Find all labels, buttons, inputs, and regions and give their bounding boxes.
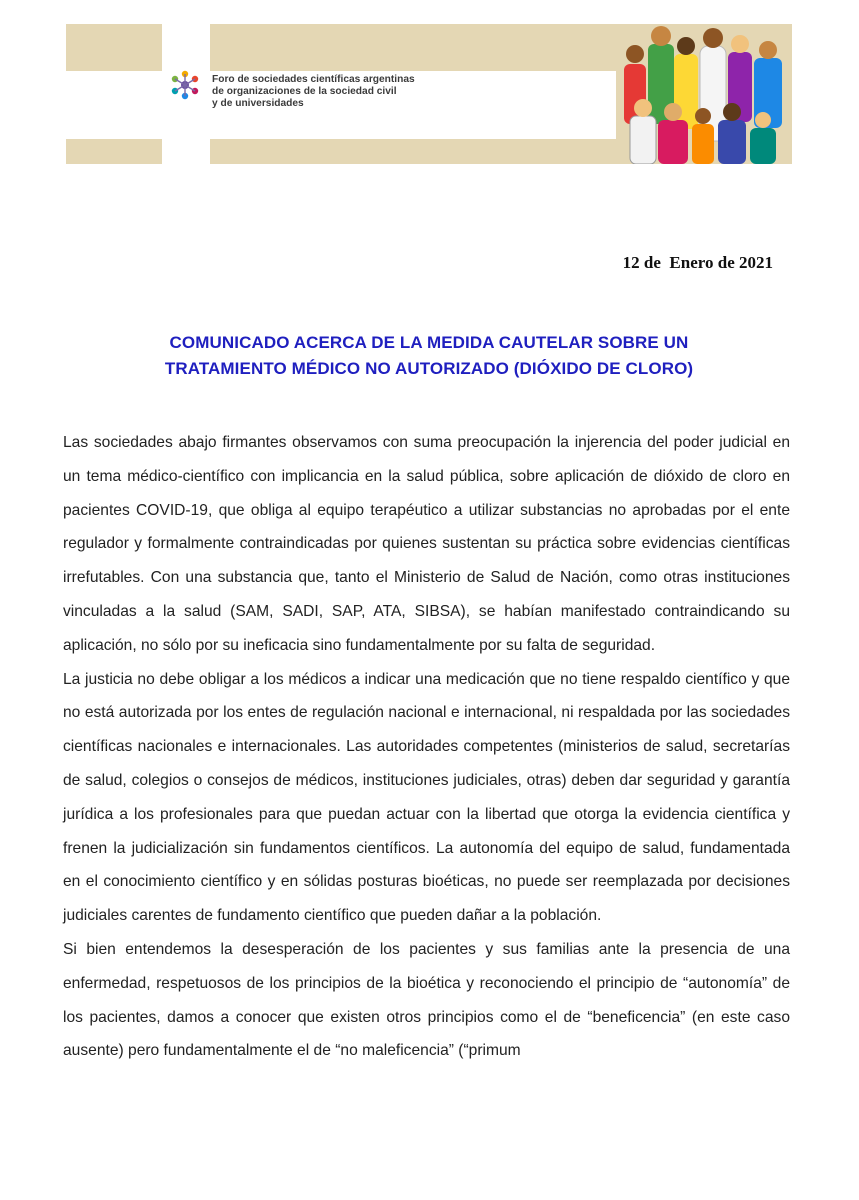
title-line-1: COMUNICADO ACERCA DE LA MEDIDA CAUTELAR SOBRE UN [169, 333, 689, 352]
paragraph-3: Si bien entendemos la desesperación de los pacientes y sus familias ante la presencia de una enfermedad, respetuosos de los principios de la bioética y reconociendo el principio de “autonomía” de los pacientes, damos a conocer que existen otros principios como el de “beneficencia” (en este caso ausente) pero fundamentalmente el de “no maleficencia” (“primum [63, 940, 790, 1060]
document-date: 12 de Enero de 2021 [622, 253, 773, 272]
org-line-1: Foro de sociedades científicas argentinas [212, 74, 415, 85]
org-line-2: de organizaciones de la sociedad civil [212, 86, 397, 97]
title-line-2: TRATAMIENTO MÉDICO NO AUTORIZADO (DIÓXIDO DE CLORO) [164, 359, 694, 378]
people-network-logo-icon [170, 70, 200, 100]
diverse-people-illustration [616, 24, 792, 164]
paragraph-2: La justicia no debe obligar a los médicos a indicar una medicación que no tiene respaldo científico y que no está autorizada por los entes de regulación nacional e internacional, ni respaldada por las sociedades científicas nacionales e internacionales. Las autoridades competentes (ministerios de salud, secretarías de salud, colegios o consejos de médicos, instituciones judiciales, otras) deben dar seguridad y garantía jurídica a los profesionales para que puedan actuar con la libertad que otorga la evidencia científica y frenen la judicialización sin fundamentos científicos. La autonomía del equipo de salud, fundamentada en el conocimiento científico y en sólidas posturas bioéticas, no puede ser reemplazada por decisiones judiciales carentes de fundamento científico que pueden dañar a la población. [63, 670, 790, 925]
document-body [63, 426, 790, 1068]
paragraph-1: Las sociedades abajo firmantes observamos con suma preocupación la injerencia del poder judicial en un tema médico-científico con implicancia en la salud pública, sobre aplicación de dióxido de cloro en pacientes COVID-19, que obliga al equipo terapéutico a utilizar substancias no aprobadas por el ente regulador y formalmente contraindicadas por quienes sustentan su práctica sobre evidencias científicas irrefutables. Con una substancia que, tanto el Ministerio de Salud de Nación, como otras instituciones vinculadas a la salud (SAM, SADI, SAP, ATA, SIBSA), se habían manifestado contraindicando su aplicación, no sólo por su ineficacia sino fundamentalmente por su falta de seguridad. [63, 434, 790, 654]
org-line-3: y de universidades [212, 98, 304, 109]
header-banner [66, 24, 792, 164]
organization-name [212, 74, 415, 110]
document-title [66, 330, 792, 382]
